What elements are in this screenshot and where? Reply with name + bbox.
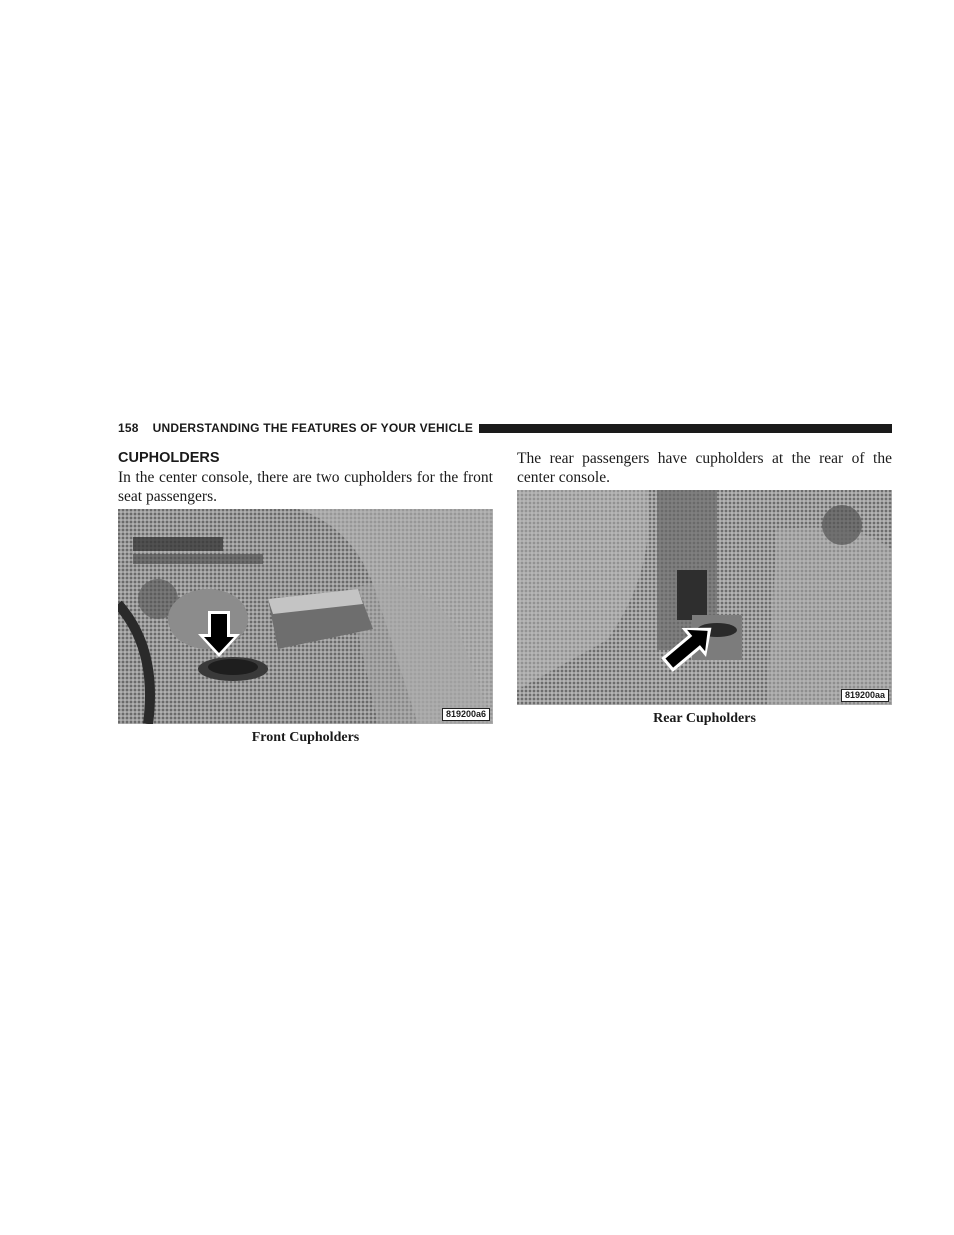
right-body-text: The rear passengers have cupholders at the rear of the center console.	[517, 450, 892, 486]
figure-code: 819200aa	[841, 689, 889, 702]
front-cupholders-caption: Front Cupholders	[251, 730, 360, 745]
left-body-text: In the center console, there are two cupholders for the front seat passengers.	[118, 469, 493, 505]
front-cupholders-photo	[118, 509, 493, 724]
rear-cupholders-photo	[517, 490, 892, 705]
page-header	[118, 418, 892, 438]
running-section-title: UNDERSTANDING THE FEATURES OF YOUR VEHICLE	[152, 421, 474, 435]
left-column	[118, 448, 493, 506]
figure-code: 819200a6	[442, 708, 490, 721]
right-column	[517, 449, 892, 487]
page-number: 158	[118, 421, 139, 435]
section-heading: CUPHOLDERS	[118, 450, 220, 466]
rear-cupholders-caption: Rear Cupholders	[653, 711, 756, 726]
header-rule	[479, 424, 892, 433]
